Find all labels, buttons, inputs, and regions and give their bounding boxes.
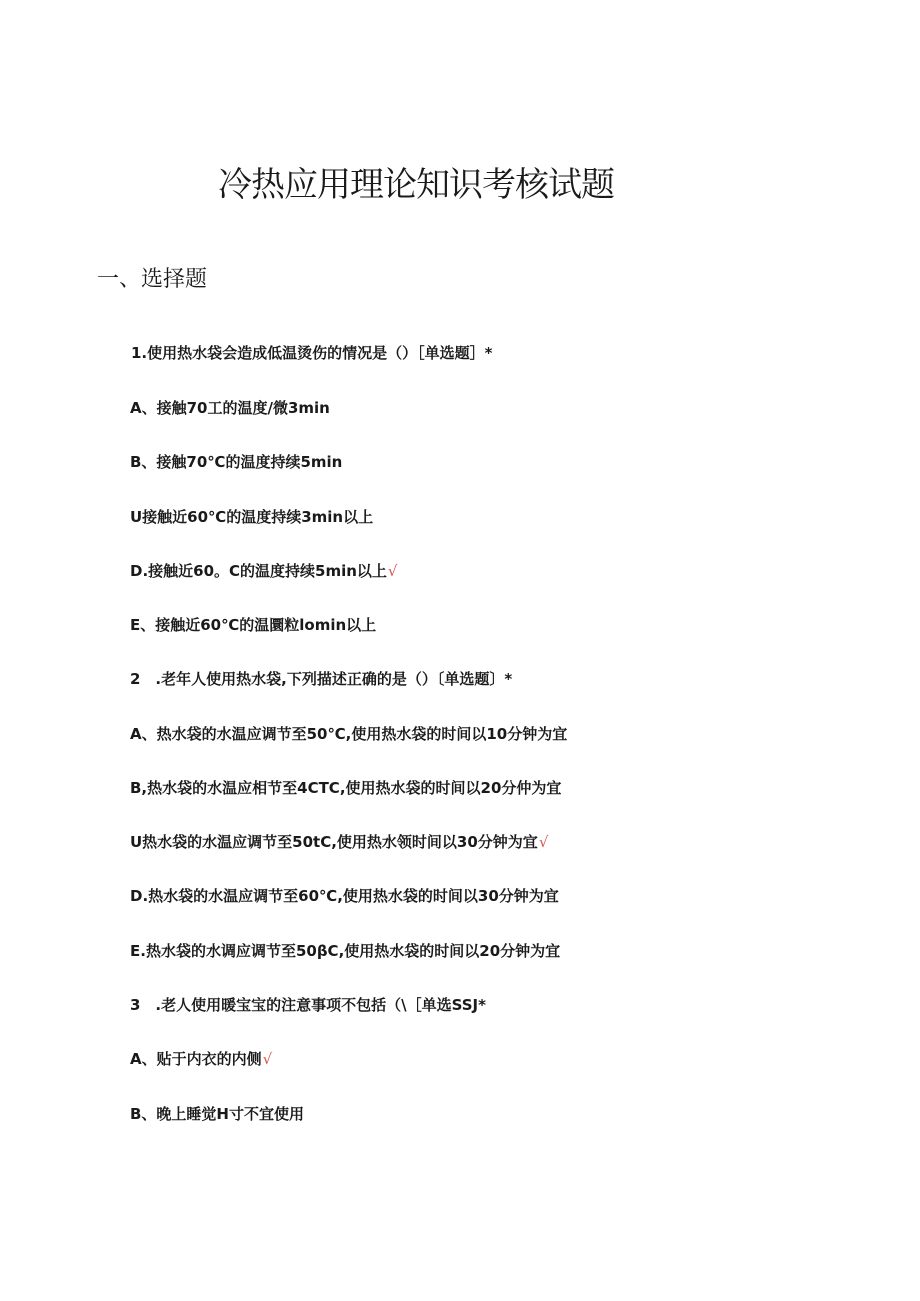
correct-check-icon: √	[538, 833, 549, 851]
option-1a: A、接触70工的温度/微3min	[130, 399, 330, 417]
question-2: 2 .老年人使用热水袋,下列描述正确的是（）〔单选题〕*	[130, 670, 513, 688]
option-1e: E、接触近60℃的温圜粒lomin以上	[130, 616, 377, 634]
question-3: 3 .老人使用暖宝宝的注意事项不包括（\［单选SSJ*	[130, 996, 486, 1014]
correct-check-icon: √	[262, 1050, 273, 1068]
correct-check-icon: √	[387, 562, 398, 580]
page-title: 冷热应用理论知识考核试题	[218, 165, 614, 205]
section-heading: 一、选择题	[97, 267, 208, 292]
option-1b: B、接触70℃的温度持续5min	[130, 453, 343, 471]
option-2d: D.热水袋的水温应调节至60℃,使用热水袋的时间以30分钟为宜	[130, 887, 559, 905]
option-2b: B,热水袋的水温应相节至4CTC,使用热水袋的时间以20分仲为宜	[130, 779, 562, 797]
option-2e: E.热水袋的水调应调节至50βC,使用热水袋的时间以20分钟为宜	[130, 942, 561, 960]
option-3b: B、晚上睡觉H寸不宜使用	[130, 1105, 304, 1123]
option-3a: A、贴于内衣的内侧√	[130, 1050, 273, 1068]
option-1d: D.接触近60。C的温度持续5min以上√	[130, 562, 398, 580]
question-1: 1.使用热水袋会造成低温烫伤的情况是（）［单选题］*	[131, 344, 493, 362]
option-1c: U接触近60℃的温度持续3min以上	[130, 508, 374, 526]
option-2c: U热水袋的水温应调节至50tC,使用热水领时间以30分钟为宜√	[130, 833, 549, 851]
option-2a: A、热水袋的水温应调节至50℃,使用热水袋的时间以10分钟为宜	[130, 725, 568, 743]
